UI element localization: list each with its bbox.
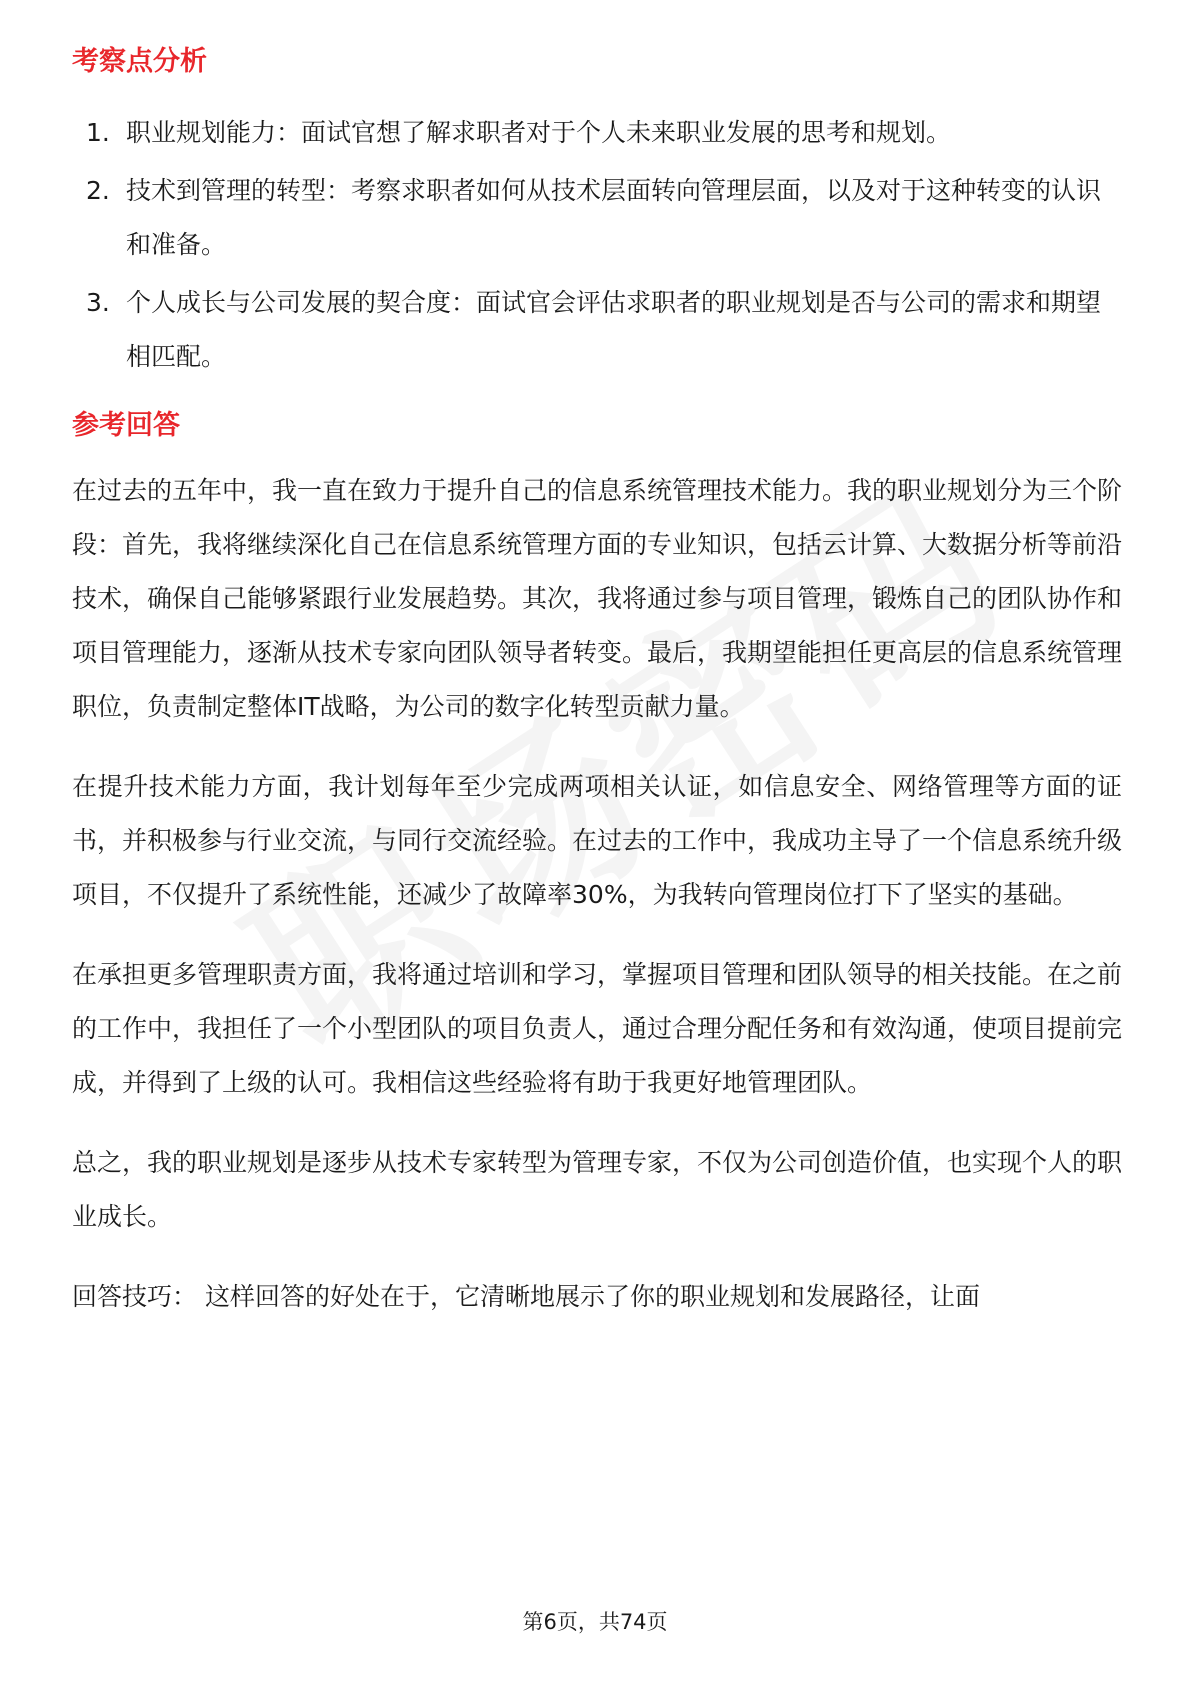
answer-paragraph: 总之，我的职业规划是逐步从技术专家转型为管理专家，不仅为公司创造价值，也实现个人的职业成长。 (72, 1148, 1123, 1231)
list-item-text: 职业规划能力：面试官想了解求职者对于个人未来职业发展的思考和规划。 (126, 118, 952, 147)
list-item-number: 2. (86, 176, 110, 205)
answer-tips-paragraph: 回答技巧： 这样回答的好处在于，它清晰地展示了你的职业规划和发展路径，让面 (72, 1282, 980, 1311)
list-item (72, 276, 1122, 384)
page-number: 第6页，共74页 (522, 1610, 668, 1634)
answer-heading: 参考回答 (72, 410, 180, 441)
list-item-text: 技术到管理的转型：考察求职者如何从技术层面转向管理层面，以及对于这种转变的认识和准备。 (126, 176, 1102, 259)
list-item-text: 个人成长与公司发展的契合度：面试官会评估求职者的职业规划是否与公司的需求和期望相匹配。 (126, 288, 1102, 371)
page-content (72, 44, 1122, 1324)
list-item (72, 164, 1122, 272)
list-item (72, 106, 1122, 160)
answer-paragraph: 在过去的五年中，我一直在致力于提升自己的信息系统管理技术能力。我的职业规划分为三个阶段：首先，我将继续深化自己在信息系统管理方面的专业知识，包括云计算、大数据分析等前沿技术，确保自己能够紧跟行业发展趋势。其次，我将通过参与项目管理，锻炼自己的团队协作和项目管理能力，逐渐从技术专家向团队领导者转变。最后，我期望能担任更高层的信息系统管理职位，负责制定整体IT战略，为公司的数字化转型贡献力量。 (72, 476, 1123, 721)
analysis-heading: 考察点分析 (72, 46, 207, 77)
answer-paragraph: 在提升技术能力方面，我计划每年至少完成两项相关认证，如信息安全、网络管理等方面的证书，并积极参与行业交流，与同行交流经验。在过去的工作中，我成功主导了一个信息系统升级项目，不仅提升了系统性能，还减少了故障率30%，为我转向管理岗位打下了坚实的基础。 (72, 772, 1123, 909)
analysis-list (72, 106, 1122, 384)
answer-paragraph: 在承担更多管理职责方面，我将通过培训和学习，掌握项目管理和团队领导的相关技能。在之前的工作中，我担任了一个小型团队的项目负责人，通过合理分配任务和有效沟通，使项目提前完成，并得到了上级的认可。我相信这些经验将有助于我更好地管理团队。 (72, 960, 1123, 1097)
list-item-number: 1. (86, 118, 110, 147)
list-item-number: 3. (86, 288, 110, 317)
